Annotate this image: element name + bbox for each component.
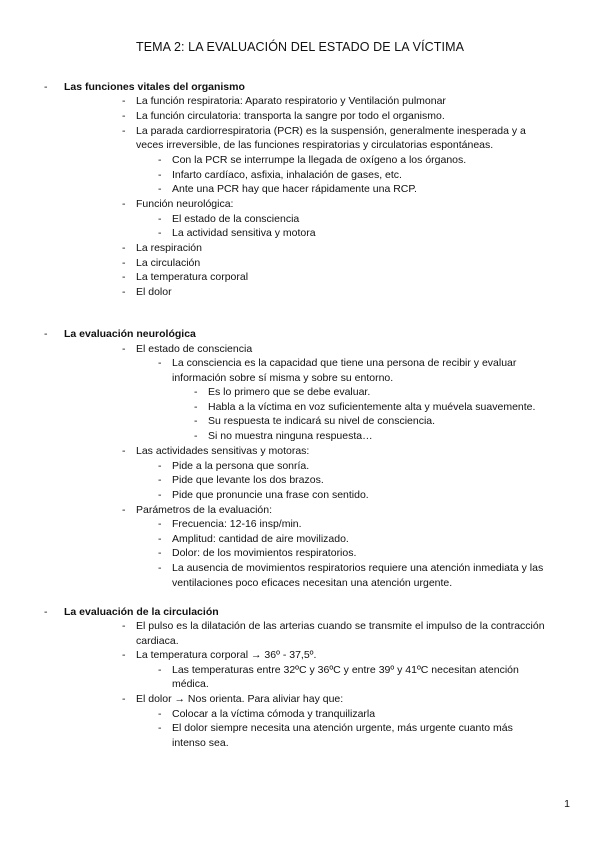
bullet-dash: - — [122, 125, 126, 137]
section-heading: La evaluación de la circulación — [64, 606, 219, 618]
bullet-dash: - — [122, 257, 126, 269]
list-item: La circulación — [136, 257, 201, 269]
list-item: veces irreversible, de las funciones respiratorias y circulatorias espontáneas. — [136, 139, 494, 151]
bullet-dash: - — [158, 518, 162, 530]
list-item: La función circulatoria: transporta la sangre por todo el organismo. — [136, 110, 445, 122]
list-item: El dolor → Nos orienta. Para aliviar hay que: — [136, 693, 344, 705]
bullet-dash: - — [122, 198, 126, 210]
bullet-dash: - — [158, 183, 162, 195]
list-item: La temperatura corporal → 36º - 37,5º. — [136, 649, 317, 661]
bullet-dash: - — [122, 110, 126, 122]
bullet-dash: - — [194, 386, 198, 398]
list-item: Colocar a la víctima cómoda y tranquilizarla — [172, 708, 376, 720]
bullet-dash: - — [158, 474, 162, 486]
bullet-dash: - — [194, 415, 198, 427]
bullet-dash: - — [158, 708, 162, 720]
bullet-dash: - — [44, 81, 48, 93]
list-item: Infarto cardíaco, asfixia, inhalación de gases, etc. — [172, 169, 402, 181]
bullet-dash: - — [158, 213, 162, 225]
list-item: Es lo primero que se debe evaluar. — [208, 386, 371, 398]
page-number: 1 — [564, 798, 570, 810]
section-heading: La evaluación neurológica — [64, 328, 196, 340]
bullet-dash: - — [194, 401, 198, 413]
list-item: Frecuencia: 12-16 insp/min. — [172, 518, 302, 530]
list-item: Su respuesta te indicará su nivel de consciencia. — [208, 415, 436, 427]
list-item: La ausencia de movimientos respiratorios requiere una atención inmediata y las — [172, 562, 544, 574]
bullet-dash: - — [44, 328, 48, 340]
list-item: El dolor — [136, 286, 172, 298]
bullet-dash: - — [158, 154, 162, 166]
bullet-dash: - — [122, 620, 126, 632]
list-item: La parada cardiorrespiratoria (PCR) es la suspensión, generalmente inesperada y a — [136, 125, 526, 137]
list-item: Con la PCR se interrumpe la llegada de oxígeno a los órganos. — [172, 154, 467, 166]
bullet-dash: - — [122, 286, 126, 298]
list-item: cardiaca. — [136, 635, 179, 647]
list-item: Las actividades sensitivas y motoras: — [136, 445, 310, 457]
bullet-dash: - — [122, 271, 126, 283]
list-item: Pide a la persona que sonría. — [172, 460, 310, 472]
bullet-dash: - — [158, 533, 162, 545]
list-item: El estado de la consciencia — [172, 213, 300, 225]
list-item: La consciencia es la capacidad que tiene una persona de recibir y evaluar — [172, 357, 517, 369]
bullet-dash: - — [122, 242, 126, 254]
list-item: intenso sea. — [172, 737, 229, 749]
bullet-dash: - — [122, 649, 126, 661]
list-item: Parámetros de la evaluación: — [136, 504, 272, 516]
bullet-dash: - — [158, 357, 162, 369]
bullet-dash: - — [122, 95, 126, 107]
bullet-dash: - — [122, 343, 126, 355]
bullet-dash: - — [122, 504, 126, 516]
bullet-dash: - — [158, 562, 162, 574]
list-item: El pulso es la dilatación de las arterias cuando se transmite el impulso de la contracción — [136, 620, 545, 632]
bullet-dash: - — [158, 489, 162, 501]
bullet-dash: - — [122, 693, 126, 705]
list-item: La función respiratoria: Aparato respiratorio y Ventilación pulmonar — [136, 95, 446, 107]
list-item: La actividad sensitiva y motora — [172, 227, 316, 239]
list-item: médica. — [172, 678, 209, 690]
bullet-dash: - — [158, 547, 162, 559]
bullet-dash: - — [194, 430, 198, 442]
list-item: Habla a la víctima en voz suficientemente alta y muévela suavemente. — [208, 401, 536, 413]
section-heading: Las funciones vitales del organismo — [64, 81, 245, 93]
list-item: Ante una PCR hay que hacer rápidamente una RCP. — [172, 183, 417, 195]
list-item: ventilaciones poco eficaces necesitan una atención urgente. — [172, 577, 453, 589]
list-item: Pide que pronuncie una frase con sentido. — [172, 489, 369, 501]
list-item: La respiración — [136, 242, 202, 254]
list-item: Función neurológica: — [136, 198, 234, 210]
bullet-dash: - — [158, 460, 162, 472]
list-item: El dolor siempre necesita una atención urgente, más urgente cuanto más — [172, 722, 513, 734]
list-item: Dolor: de los movimientos respiratorios. — [172, 547, 357, 559]
bullet-dash: - — [158, 664, 162, 676]
list-item: Si no muestra ninguna respuesta… — [208, 430, 373, 442]
bullet-dash: - — [44, 606, 48, 618]
list-item: El estado de consciencia — [136, 343, 253, 355]
list-item: Las temperaturas entre 32ºC y 36ºC y entre 39º y 41ºC necesitan atención — [172, 664, 519, 676]
bullet-dash: - — [122, 445, 126, 457]
list-item: La temperatura corporal — [136, 271, 249, 283]
list-item: información sobre sí misma y sobre su entorno. — [172, 372, 394, 384]
document-title: TEMA 2: LA EVALUACIÓN DEL ESTADO DE LA VÍCTIMA — [135, 40, 465, 54]
bullet-dash: - — [158, 722, 162, 734]
bullet-dash: - — [158, 227, 162, 239]
list-item: Pide que levante los dos brazos. — [172, 474, 324, 486]
list-item: Amplitud: cantidad de aire movilizado. — [172, 533, 349, 545]
bullet-dash: - — [158, 169, 162, 181]
